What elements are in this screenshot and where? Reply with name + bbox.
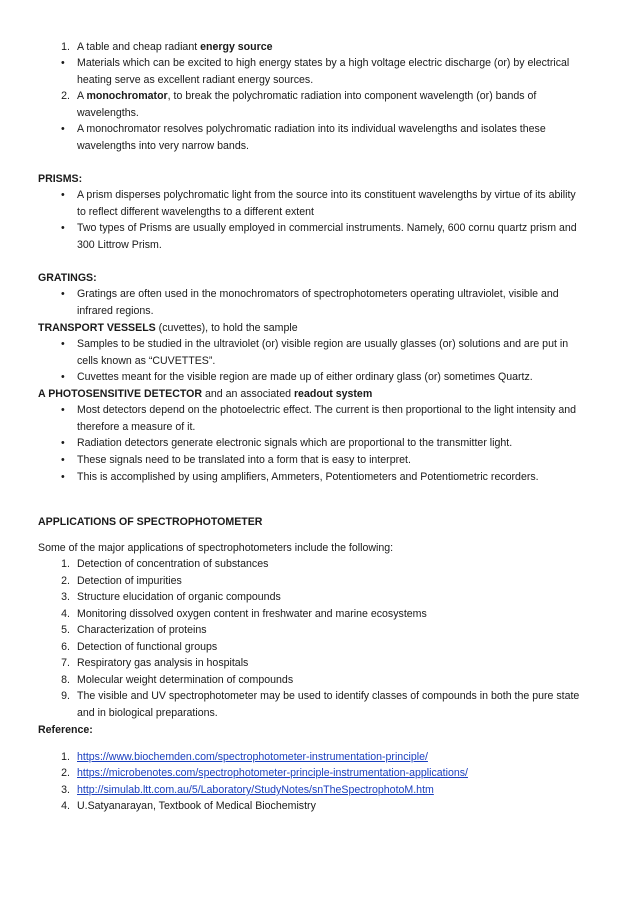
bullet-text: Radiation detectors generate electronic signals which are proportional to the transmitter light.	[77, 437, 513, 449]
bullet-glyph: •	[61, 471, 65, 483]
bullet-text: Samples to be studied in the ultraviolet (or) visible region are usually glasses (or) solutions and are put in cells known as “CUVETTES”.	[77, 338, 569, 367]
list-text: Monitoring dissolved oxygen content in freshwater and marine ecosystems	[77, 608, 427, 620]
list-number: 2.	[61, 767, 70, 779]
bullet-glyph: •	[61, 222, 65, 234]
list-text: The visible and UV spectrophotometer may be used to identify classes of compounds in both the pure state and in biological preparations.	[77, 690, 580, 719]
reference-link[interactable]: https://www.biochemden.com/spectrophotometer-instrumentation-principle/	[77, 751, 428, 763]
bullet-glyph: •	[61, 57, 65, 69]
section-heading-applications: APPLICATIONS OF SPECTROPHOTOMETER	[38, 516, 263, 528]
reference-link[interactable]: https://microbenotes.com/spectrophotometer-principle-instrumentation-applications/	[77, 767, 468, 779]
list-text: A monochromator, to break the polychromatic radiation into component wavelength (or) bands of wavelengths.	[77, 90, 537, 119]
list-number: 4.	[61, 608, 70, 620]
bullet-glyph: •	[61, 371, 65, 383]
list-number: 6.	[61, 641, 70, 653]
bullet-text: These signals need to be translated into a form that is easy to interpret.	[77, 454, 411, 466]
bullet-text: Most detectors depend on the photoelectric effect. The current is then proportional to the light intensity and therefore a measure of it.	[77, 404, 576, 433]
bullet-text: A prism disperses polychromatic light from the source into its constituent wavelengths by virtue of its ability to reflect different wavelengths to a different extent	[77, 189, 576, 218]
section-heading-reference: Reference:	[38, 724, 93, 736]
list-number: 2.	[61, 90, 70, 102]
list-number: 3.	[61, 591, 70, 603]
section-heading-detector: A PHOTOSENSITIVE DETECTOR and an associated readout system	[38, 388, 373, 400]
list-number: 1.	[61, 41, 70, 53]
list-number: 1.	[61, 558, 70, 570]
section-heading-gratings: GRATINGS:	[38, 272, 97, 284]
bullet-text: Gratings are often used in the monochromators of spectrophotometers operating ultraviolet, visible and infrared regions.	[77, 288, 559, 317]
bullet-glyph: •	[61, 338, 65, 350]
list-number: 3.	[61, 784, 70, 796]
list-number: 1.	[61, 751, 70, 763]
bullet-glyph: •	[61, 189, 65, 201]
bullet-text: Cuvettes meant for the visible region are made up of either ordinary glass (or) sometimes Quartz.	[77, 371, 533, 383]
list-text: Characterization of proteins	[77, 624, 207, 636]
bullet-glyph: •	[61, 454, 65, 466]
bullet-glyph: •	[61, 404, 65, 416]
reference-link[interactable]: http://simulab.ltt.com.au/5/Laboratory/StudyNotes/snTheSpectrophotoM.htm	[77, 784, 434, 796]
list-number: 2.	[61, 575, 70, 587]
list-number: 7.	[61, 657, 70, 669]
list-text: Molecular weight determination of compounds	[77, 674, 294, 686]
list-number: 5.	[61, 624, 70, 636]
section-heading-transport: TRANSPORT VESSELS (cuvettes), to hold the sample	[38, 322, 298, 334]
bullet-text: A monochromator resolves polychromatic radiation into its individual wavelengths and isolates these wavelengths into very narrow bands.	[77, 123, 546, 152]
list-text: Detection of functional groups	[77, 641, 218, 653]
applications-intro: Some of the major applications of spectrophotometers include the following:	[38, 542, 394, 554]
list-number: 8.	[61, 674, 70, 686]
list-text: Structure elucidation of organic compounds	[77, 591, 281, 603]
list-text: Respiratory gas analysis in hospitals	[77, 657, 249, 669]
list-number: 9.	[61, 690, 70, 702]
list-text: Detection of concentration of substances	[77, 558, 269, 570]
bullet-glyph: •	[61, 288, 65, 300]
bullet-glyph: •	[61, 437, 65, 449]
bullet-glyph: •	[61, 123, 65, 135]
list-text: Detection of impurities	[77, 575, 182, 587]
section-heading-prisms: PRISMS:	[38, 173, 83, 185]
bullet-text: Materials which can be excited to high energy states by a high voltage electric discharge (or) by electrical heating serve as excellent radiant energy sources.	[77, 57, 570, 86]
reference-text: U.Satyanarayan, Textbook of Medical Biochemistry	[77, 800, 316, 812]
list-text: A table and cheap radiant energy source	[77, 41, 273, 53]
bullet-text: Two types of Prisms are usually employed in commercial instruments. Namely, 600 cornu quartz prism and 300 Littrow Prism.	[77, 222, 577, 251]
bullet-text: This is accomplished by using amplifiers, Ammeters, Potentiometers and Potentiometric recorders.	[77, 471, 539, 483]
list-number: 4.	[61, 800, 70, 812]
